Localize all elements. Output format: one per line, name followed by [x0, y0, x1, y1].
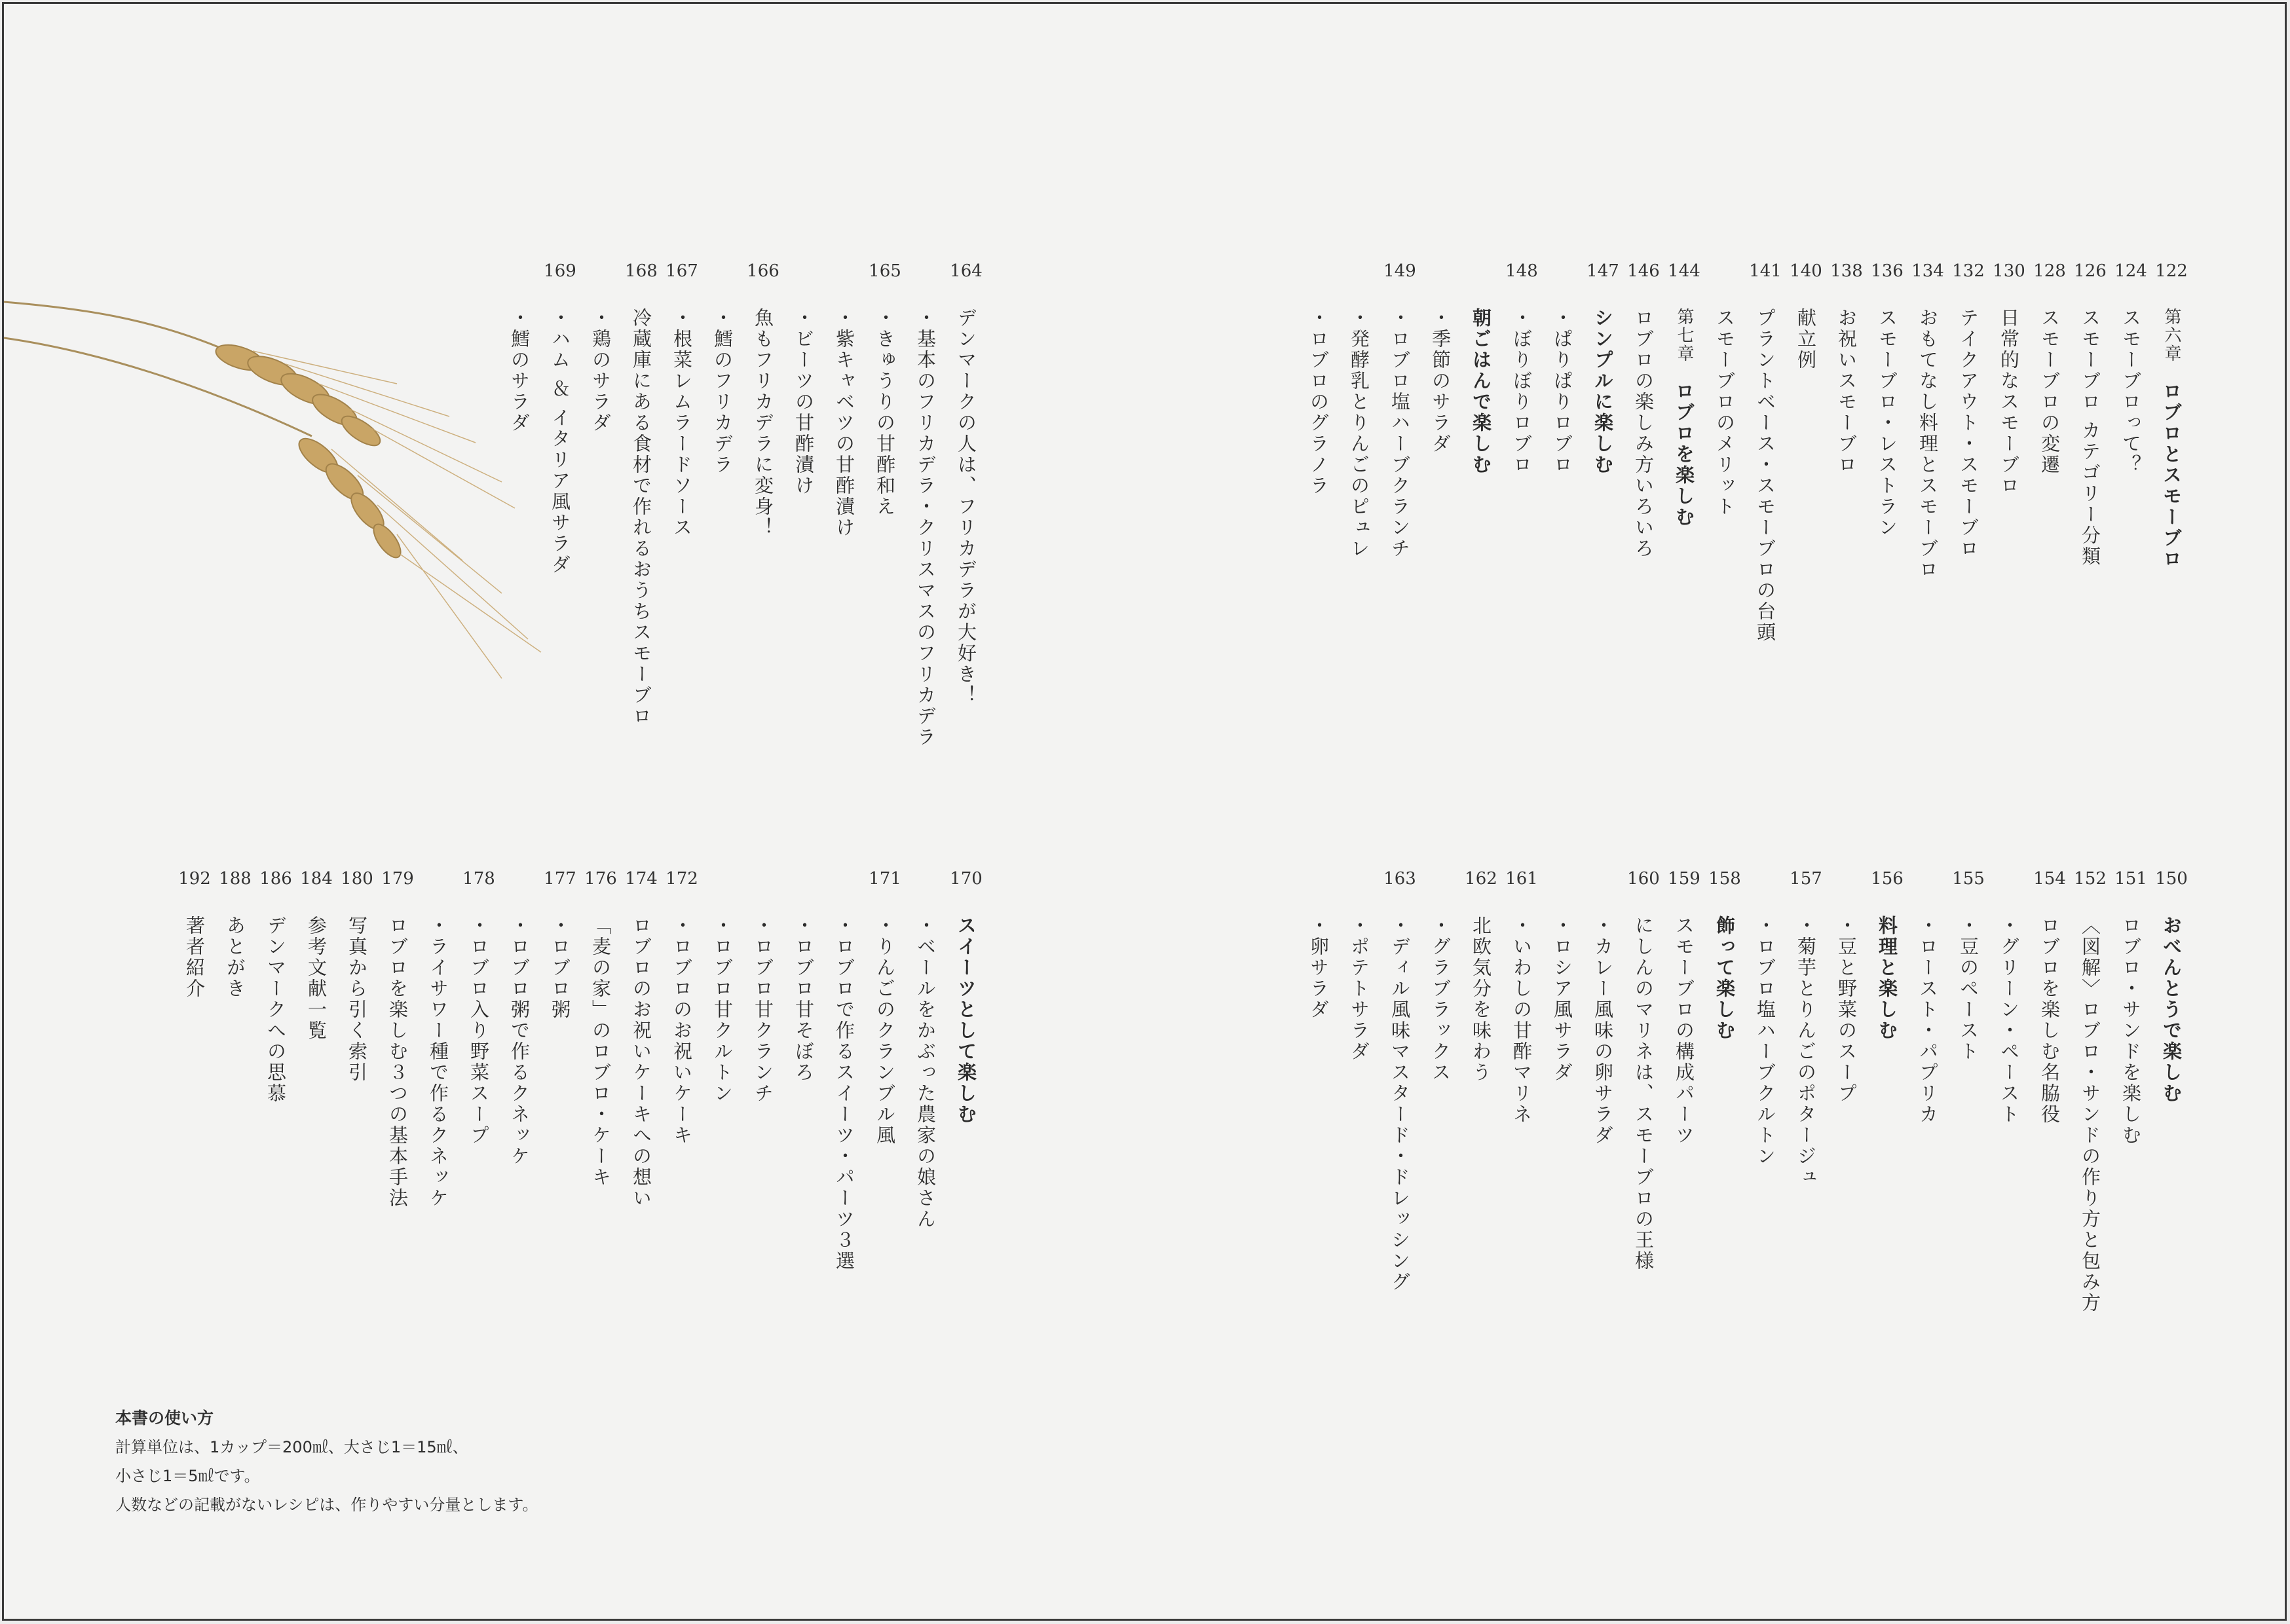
toc-page-number	[905, 866, 946, 915]
toc-entry	[1786, 258, 1826, 371]
toc-page-number	[783, 258, 824, 308]
toc-entry	[2151, 866, 2192, 1104]
toc-entry-title: ・鱈のフリカデラ	[711, 308, 734, 475]
toc-page-number	[1542, 258, 1583, 308]
toc-entry-title: ロブロ・サンドを楽しむ	[2120, 915, 2142, 1146]
toc-entry-title: ・カレー風味の卵サラダ	[1592, 915, 1614, 1146]
toc-entry	[1745, 866, 1786, 1167]
toc-entry-title: ・ハム ＆ イタリア風サラダ	[549, 308, 571, 576]
toc-entry-title: 日常的なスモーブロ	[1998, 308, 2020, 496]
toc-entry-title: にしんのマリネは、スモーブロの王様	[1632, 915, 1655, 1272]
toc-page-number	[499, 866, 540, 915]
toc-entry-title: ・ロブロ塩ハーブクルトン	[1754, 915, 1776, 1167]
toc-entry	[1298, 258, 1339, 496]
toc-entry-title: ・ロブロ甘クルトン	[711, 915, 734, 1104]
toc-entry-title: 写真から引く索引	[346, 915, 368, 1083]
toc-entry	[1542, 866, 1583, 1083]
toc-entry-title: ・ポテトサラダ	[1348, 915, 1370, 1062]
toc-page-number: 150	[2155, 869, 2188, 889]
toc-page-number: 168	[625, 261, 658, 281]
toc-page-number	[905, 258, 946, 308]
toc-entry-title: ・基本のフリカデラ・クリスマスのフリカデラ	[914, 308, 937, 748]
toc-page-number: 188	[219, 869, 252, 889]
toc-entry-title: スイーツとして楽しむ	[955, 915, 977, 1125]
toc-entry-title: スモーブロのメリット	[1714, 308, 1736, 517]
toc-entry	[1461, 258, 1501, 475]
toc-page-number: 162	[1465, 869, 1497, 889]
toc-page-number	[1542, 866, 1583, 915]
toc-page-number	[824, 258, 865, 308]
toc-entry	[743, 866, 783, 1104]
toc-entry-title: おべんとうで楽しむ	[2160, 915, 2183, 1104]
toc-page-number: 157	[1790, 869, 1822, 889]
toc-page-number	[1826, 866, 1867, 915]
toc-entry	[1704, 866, 1745, 1041]
toc-page-number	[1461, 258, 1501, 308]
toc-entry-title: プラントベース・スモーブロの台頭	[1754, 308, 1776, 643]
toc-entry-title: ・ロシア風サラダ	[1551, 915, 1573, 1083]
toc-entry	[865, 258, 905, 517]
toc-page-number	[580, 258, 621, 308]
howto-line: 計算単位は、1カップ＝200㎖、大さじ1＝15㎖、	[115, 1438, 468, 1456]
toc-entry	[1501, 866, 1542, 1125]
toc-page-number: 163	[1383, 869, 1416, 889]
toc-page-number: 158	[1708, 869, 1741, 889]
toc-entry	[1948, 258, 1989, 559]
toc-page-number	[499, 258, 540, 308]
toc-entry-title: ・根菜レムラードソース	[671, 308, 693, 538]
toc-entry-title: ・鱈のサラダ	[508, 308, 531, 434]
howto-line: 人数などの記載がないレシピは、作りやすい分量とします。	[115, 1496, 538, 1514]
toc-entry-title: 料理と楽しむ	[1876, 915, 1898, 1041]
toc-entry-title: ・豆のペースト	[1957, 915, 1980, 1062]
toc-entry-title: 第六章 ロブロとスモーブロ	[2160, 308, 2183, 570]
toc-entry	[946, 866, 986, 1125]
toc-entry	[2029, 258, 2070, 475]
toc-entry	[865, 866, 905, 1146]
toc-entry-title: 献立例	[1795, 308, 1817, 371]
toc-page-number: 134	[1911, 261, 1944, 281]
toc-entry-title: 著者紹介	[183, 915, 206, 999]
toc-page-number: 176	[584, 869, 617, 889]
toc-entry	[215, 866, 255, 999]
toc-entry	[1420, 258, 1461, 454]
toc-entry-title: ・卵サラダ	[1307, 915, 1330, 1020]
toc-entry-title: ・ディル風味マスタード・ドレッシング	[1389, 915, 1411, 1293]
toc-entry	[1461, 866, 1501, 1083]
toc-entry-title: ロブロの楽しみ方いろいろ	[1632, 308, 1655, 559]
toc-entry	[1704, 258, 1745, 517]
toc-entry-title: ・紫キャベツの甘酢漬け	[833, 308, 855, 538]
toc-page-number: 148	[1505, 261, 1538, 281]
toc-entry	[1583, 866, 1623, 1146]
toc-entry	[662, 258, 702, 538]
toc-entry	[2111, 866, 2151, 1146]
toc-page-number	[824, 866, 865, 915]
toc-entry	[580, 866, 621, 1188]
toc-page-number	[783, 866, 824, 915]
toc-entry	[1867, 866, 1907, 1041]
toc-entry-title: ・きゅうりの甘酢和え	[874, 308, 896, 517]
toc-page-number	[702, 866, 743, 915]
toc-entry	[540, 866, 580, 1020]
toc-entry	[1380, 866, 1420, 1293]
toc-entry	[2151, 258, 2192, 570]
toc-entry	[702, 258, 743, 475]
toc-page-number: 156	[1871, 869, 1904, 889]
toc-entry	[1786, 866, 1826, 1188]
toc-entry	[1867, 258, 1907, 538]
toc-page-number	[1907, 866, 1948, 915]
toc-page-number: 174	[625, 869, 658, 889]
toc-entry	[1907, 258, 1948, 580]
toc-entry	[824, 866, 865, 1272]
toc-page-number	[1583, 866, 1623, 915]
toc-entry	[337, 866, 377, 1083]
toc-entry	[621, 258, 662, 727]
toc-page-number: 147	[1586, 261, 1619, 281]
toc-entry	[418, 866, 459, 1209]
toc-entry	[540, 258, 580, 575]
toc-entry	[824, 258, 865, 538]
toc-entry-title: デンマークの人は、フリカデラが大好き！	[955, 308, 977, 706]
toc-entry	[499, 258, 540, 434]
toc-entry	[2111, 258, 2151, 475]
toc-entry	[905, 866, 946, 1230]
toc-entry	[2029, 866, 2070, 1125]
toc-entry	[905, 258, 946, 748]
toc-entry-title: ・ロブロ甘クランチ	[752, 915, 774, 1104]
toc-entry	[621, 866, 662, 1209]
toc-entry-title: 北欧気分を味わう	[1470, 915, 1492, 1083]
toc-entry-title: 第七章 ロブロを楽しむ	[1673, 308, 1695, 528]
toc-entry-title: ・グリーン・ペースト	[1998, 915, 2020, 1125]
toc-page-number	[702, 258, 743, 308]
toc-entry	[783, 258, 824, 496]
toc-entry-title: ・季節のサラダ	[1429, 308, 1452, 454]
toc-entry	[702, 866, 743, 1104]
toc-entry-title: スモーブロ カテゴリー分類	[2079, 308, 2101, 568]
toc-entry	[255, 866, 296, 1104]
toc-page-number	[743, 866, 783, 915]
toc-page-number: 165	[869, 261, 901, 281]
toc-page-number: 166	[747, 261, 779, 281]
toc-entry	[174, 866, 215, 999]
toc-entry	[1745, 258, 1786, 643]
toc-entry	[1664, 258, 1704, 528]
toc-page-number: 177	[544, 869, 576, 889]
toc-entry	[1948, 866, 1989, 1062]
toc-page-number: 172	[666, 869, 698, 889]
toc-page-number: 144	[1668, 261, 1700, 281]
toc-entry-title: 冷蔵庫にある食材で作れるおうちスモーブロ	[630, 308, 652, 727]
toc-page-number: 180	[341, 869, 373, 889]
toc-entry-title: 飾って楽しむ	[1714, 915, 1736, 1041]
toc-page-number: 126	[2074, 261, 2107, 281]
toc-page-number: 154	[2033, 869, 2066, 889]
toc-page-number: 192	[178, 869, 211, 889]
toc-page-number: 146	[1627, 261, 1660, 281]
toc-page-number: 186	[259, 869, 292, 889]
toc-entry-title: ・ロブロ粥	[549, 915, 571, 1020]
toc-page-number: 161	[1505, 869, 1538, 889]
toc-entry-title: ロブロを楽しむ３つの基本手法	[386, 915, 409, 1209]
toc-entry-title: 〈図解〉ロブロ・サンドの作り方と包み方	[2079, 915, 2101, 1314]
toc-entry-title: お祝いスモーブロ	[1835, 308, 1858, 475]
toc-entry-title: おもてなし料理とスモーブロ	[1917, 308, 1939, 580]
toc-page-number	[1745, 866, 1786, 915]
toc-entry-title: ロブロを楽しむ名脇役	[2038, 915, 2061, 1125]
toc-entry-title: ・ロブロで作るスイーツ・パーツ３選	[833, 915, 855, 1272]
toc-entry	[2070, 866, 2111, 1314]
toc-entry-title: ・ビーツの甘酢漬け	[793, 308, 815, 496]
toc-page-number	[1420, 258, 1461, 308]
toc-entry-title: ・ロースト・パプリカ	[1917, 915, 1939, 1125]
toc-entry-title: ・ぼりぼりロブロ	[1511, 308, 1533, 475]
toc-page-number: 124	[2114, 261, 2147, 281]
toc-entry-title: ・菊芋とりんごのポタージュ	[1795, 915, 1817, 1188]
toc-page-number: 152	[2074, 869, 2107, 889]
toc-page-number	[1298, 258, 1339, 308]
toc-right-top	[1298, 258, 2192, 643]
toc-page-number: 171	[869, 869, 901, 889]
toc-page-number	[1339, 866, 1380, 915]
toc-page-number: 138	[1830, 261, 1863, 281]
toc-entry	[1339, 258, 1380, 559]
toc-entry-title: ・グラブラックス	[1429, 915, 1452, 1083]
toc-entry-title: スモーブロって？	[2120, 308, 2142, 475]
toc-entry	[783, 866, 824, 1083]
toc-entry-title: ・発酵乳とりんごのピュレ	[1348, 308, 1370, 559]
howto-line: 小さじ1＝5㎖です。	[115, 1467, 260, 1485]
toc-entry-title: ・豆と野菜のスープ	[1835, 915, 1858, 1104]
toc-page-number: 151	[2114, 869, 2147, 889]
toc-page-number: 159	[1668, 869, 1700, 889]
toc-right-bottom	[1298, 866, 2192, 1314]
toc-entry	[296, 866, 337, 1041]
toc-entry	[459, 866, 499, 1146]
toc-entry-title: スモーブロ・レストラン	[1876, 308, 1898, 538]
toc-entry	[2070, 258, 2111, 567]
toc-entry-title: ・ロブロ入り野菜スープ	[468, 915, 490, 1146]
toc-entry	[1298, 866, 1339, 1020]
toc-page-number: 128	[2033, 261, 2066, 281]
toc-entry-title: ・ロブロ塩ハーブクランチ	[1389, 308, 1411, 559]
toc-page-number: 169	[544, 261, 576, 281]
toc-entry	[1542, 258, 1583, 475]
toc-entry-title: ・りんごのクランブル風	[874, 915, 896, 1146]
toc-entry-title: ・いわしの甘酢マリネ	[1511, 915, 1533, 1125]
toc-page-number: 167	[666, 261, 698, 281]
toc-entry-title: ・ロブロのお祝いケーキ	[671, 915, 693, 1146]
toc-entry	[1907, 866, 1948, 1125]
toc-entry	[1380, 258, 1420, 559]
toc-left-top	[499, 258, 986, 748]
toc-entry	[1826, 866, 1867, 1104]
toc-entry-title: ・ぱりぱりロブロ	[1551, 308, 1573, 475]
toc-entry-title: ・ライサワー種で作るクネッケ	[427, 915, 449, 1209]
toc-entry-title: テイクアウト・スモーブロ	[1957, 308, 1980, 559]
toc-entry-title: シンプルに楽しむ	[1592, 308, 1614, 475]
toc-entry-title: ・ロブロ甘そぼろ	[793, 915, 815, 1083]
toc-page-number: 170	[950, 869, 983, 889]
toc-entry	[1826, 258, 1867, 475]
toc-entry	[499, 866, 540, 1167]
toc-entry-title: ・鶏のサラダ	[590, 308, 612, 434]
toc-page-number	[1339, 258, 1380, 308]
toc-entry	[1583, 258, 1623, 475]
toc-entry-title: 「麦の家」のロブロ・ケーキ	[590, 915, 612, 1188]
toc-entry	[1664, 866, 1704, 1146]
toc-page-number	[418, 866, 459, 915]
toc-entry-title: あとがき	[224, 915, 246, 999]
toc-page-number: 141	[1749, 261, 1782, 281]
toc-page-number	[1704, 258, 1745, 308]
toc-entry	[1623, 258, 1664, 559]
toc-page-number: 122	[2155, 261, 2188, 281]
wheat-illustration	[4, 286, 554, 692]
toc-page-number: 136	[1871, 261, 1904, 281]
toc-entry-title: スモーブロの変遷	[2038, 308, 2061, 475]
toc-entry	[743, 258, 783, 538]
toc-page-number	[1420, 866, 1461, 915]
toc-left-bottom	[174, 866, 986, 1272]
toc-page-number: 178	[462, 869, 495, 889]
toc-page-number: 140	[1790, 261, 1822, 281]
toc-page-number	[1298, 866, 1339, 915]
toc-page-number	[1989, 866, 2029, 915]
how-to-use-box	[115, 1404, 538, 1519]
toc-entry-title: 参考文献一覧	[305, 915, 328, 1041]
toc-entry	[1989, 866, 2029, 1125]
toc-entry-title: 朝ごはんで楽しむ	[1470, 308, 1492, 475]
howto-title: 本書の使い方	[115, 1409, 214, 1428]
toc-entry-title: デンマークへの思慕	[265, 915, 287, 1104]
toc-page-number: 155	[1952, 869, 1985, 889]
toc-entry	[1420, 866, 1461, 1083]
toc-entry	[377, 866, 418, 1209]
toc-entry-title: ・ロブロ粥で作るクネッケ	[508, 915, 531, 1167]
toc-entry-title: 魚もフリカデラに変身！	[752, 308, 774, 538]
toc-entry	[1501, 258, 1542, 475]
toc-entry	[1339, 866, 1380, 1062]
toc-entry-title: ・ロブロのグラノラ	[1307, 308, 1330, 496]
toc-page-number: 164	[950, 261, 983, 281]
toc-page-number: 149	[1383, 261, 1416, 281]
toc-page-number: 179	[381, 869, 414, 889]
toc-page-number: 132	[1952, 261, 1985, 281]
toc-entry	[1989, 258, 2029, 496]
toc-entry	[662, 866, 702, 1146]
toc-entry	[1623, 866, 1664, 1272]
toc-page-number: 184	[300, 869, 333, 889]
toc-page-number: 160	[1627, 869, 1660, 889]
book-spread	[2, 2, 2287, 1621]
toc-entry	[946, 258, 986, 706]
toc-page-number: 130	[1993, 261, 2025, 281]
toc-entry-title: スモーブロの構成パーツ	[1673, 915, 1695, 1146]
toc-entry-title: ・ベールをかぶった農家の娘さん	[914, 915, 937, 1230]
toc-entry	[580, 258, 621, 434]
toc-entry-title: ロブロのお祝いケーキへの想い	[630, 915, 652, 1209]
